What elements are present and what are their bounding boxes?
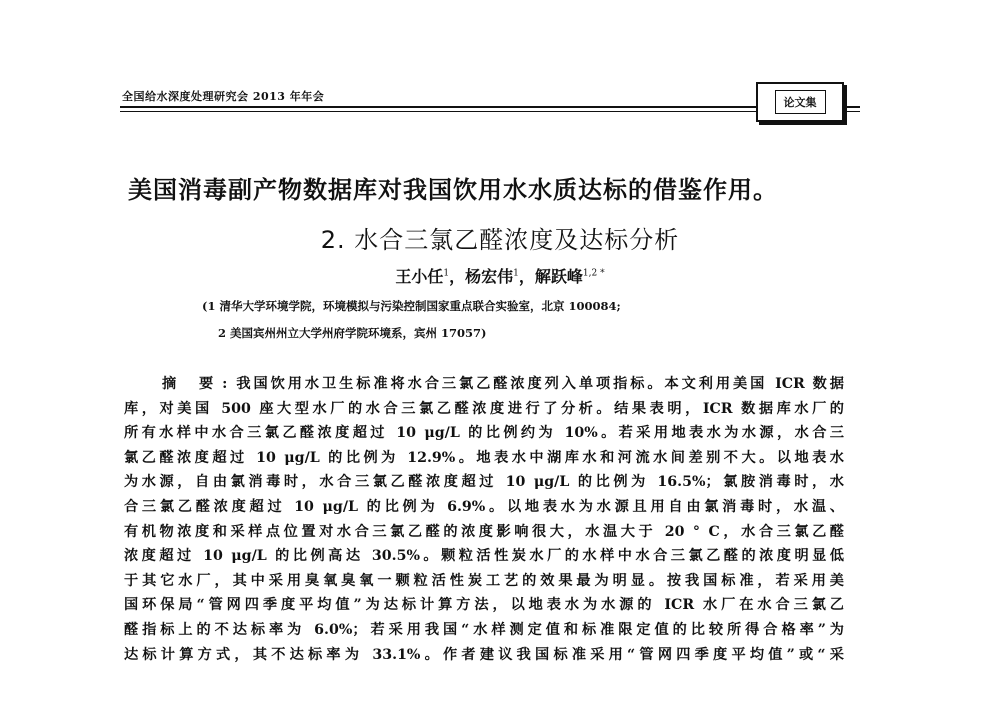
abstract-body — [124, 372, 844, 667]
section-badge-label: 论文集 — [775, 90, 826, 114]
affiliation-1: (1 清华大学环境学院，环境模拟与污染控制国家重点联合实验室，北京 100084; — [202, 299, 621, 313]
abstract-line: 摘 要:我国饮用水卫生标准将水合三氯乙醛浓度列入单项指标。本文利用美国 ICR 数据 — [162, 376, 844, 392]
abstract-line: 为水源，自由氯消毒时，水合三氯乙醛浓度超过 10 μg/L 的比例为 16.5%；氯胺消毒时，水 — [124, 474, 844, 491]
abstract-label: 摘 要: — [162, 376, 234, 392]
abstract-line: 库，对美国 500 座大型水厂的水合三氯乙醛浓度进行了分析。结果表明，ICR 数据库水厂的 — [124, 400, 844, 417]
author-sep-2: ， — [518, 267, 535, 286]
abstract-line: 合三氯乙醛浓度超过 10 μg/L 的比例为 6.9%。以地表水为水源且用自由氯消毒时，水温、 — [124, 498, 844, 515]
affiliation-2: 2 美国宾州州立大学州府学院环境系，宾州 17057) — [218, 326, 487, 340]
author-line — [0, 264, 1000, 287]
author-sep-1: ， — [449, 267, 466, 286]
abstract-line: 于其它水厂，其中采用臭氧臭氧一颗粒活性炭工艺的效果最为明显。按我国标准，若采用美 — [124, 572, 844, 589]
paper-title: 美国消毒副产物数据库对我国饮用水水质达标的借鉴作用。 — [128, 176, 778, 204]
abstract-line: 醛指标上的不达标率为 6.0%；若采用我国“水样测定值和标准限定值的比较所得合格率”为 — [124, 621, 844, 638]
abstract-line: 浓度超过 10 μg/L 的比例高达 30.5%。颗粒活性炭水厂的水样中水合三氯乙醛的浓度明显低 — [124, 548, 844, 565]
abstract-line: 国环保局“管网四季度平均值”为达标计算方法，以地表水为水源的 ICR 水厂在水合三氯乙 — [124, 597, 844, 614]
author-1: 王小任 — [395, 267, 444, 286]
author-2-affil: 1 — [513, 268, 519, 279]
header-rule-thick — [120, 106, 860, 108]
abstract-line: 达标计算方式，其不达标率为 33.1%。作者建议我国标准采用“管网四季度平均值”或“采 — [124, 646, 844, 663]
abstract-line: 氯乙醛浓度超过 10 μg/L 的比例为 12.9%。地表水中湖库水和河流水间差别不大。以地表水 — [124, 449, 844, 466]
author-3: 解跃峰 — [534, 267, 583, 286]
paper-subtitle: 2. 水合三氯乙醛浓度及达标分析 — [320, 226, 680, 254]
section-badge — [756, 82, 844, 122]
author-3-affil: 1,2 * — [582, 268, 605, 279]
abstract-line: 有机物浓度和采样点位置对水合三氯乙醛的浓度影响很大，水温大于 20 ° C，水合三氯乙醛 — [124, 523, 844, 540]
conference-header: 全国给水深度处理研究会 2013 年年会 — [122, 90, 325, 103]
author-2: 杨宏伟 — [465, 267, 514, 286]
abstract-line: 所有水样中水合三氯乙醛浓度超过 10 μg/L 的比例约为 10%。若采用地表水为水源，水合三 — [124, 425, 844, 442]
header-rule-thin — [120, 111, 860, 112]
author-1-affil: 1 — [443, 268, 450, 279]
